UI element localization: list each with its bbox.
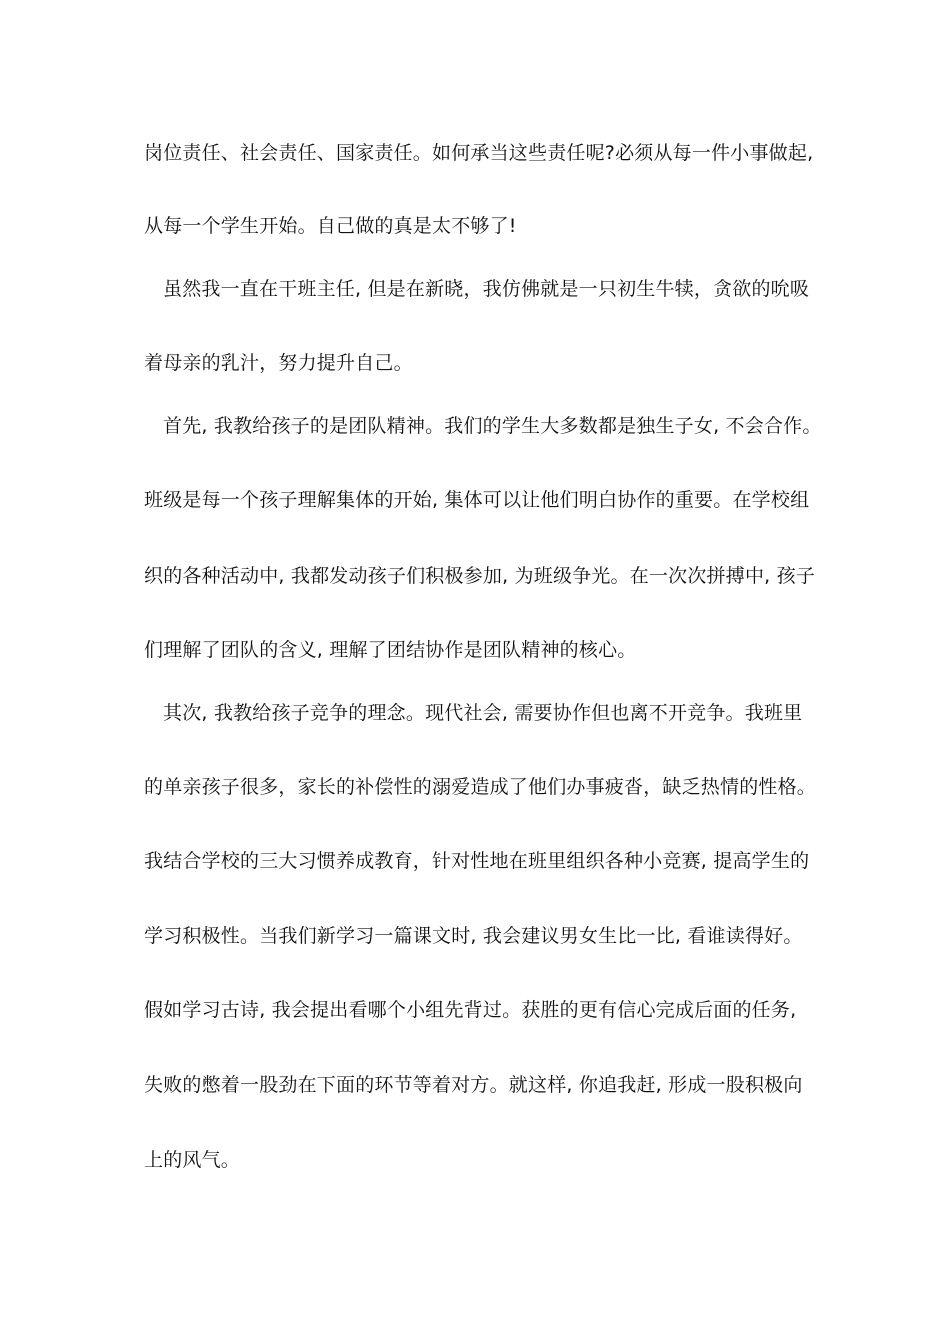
text-line: 着母亲的乳汁，努力提升自己。 bbox=[144, 352, 413, 374]
text-line: 岗位责任、社会责任、国家责任。如何承当这些责任呢?必须从每一件小事做起, bbox=[144, 142, 814, 164]
paragraph-first-line: 虽然我一直在干班主任, 但是在新晓，我仿佛就是一只初生牛犊，贪欲的吮吸 bbox=[163, 278, 810, 300]
text-line: 我结合学校的三大习惯养成教育，针对性地在班里组织各种小竞赛, 提高学生的 bbox=[144, 850, 810, 872]
text-line: 班级是每一个孩子理解集体的开始, 集体可以让他们明白协作的重要。在学校组 bbox=[144, 489, 810, 511]
text-line: 织的各种活动中, 我都发动孩子们积极参加, 为班级争光。在一次次拼搏中, 孩子 bbox=[144, 565, 816, 587]
paragraph-first-line: 其次, 我教给孩子竞争的理念。现代社会, 需要协作但也离不开竞争。我班里 bbox=[163, 702, 803, 724]
text-line: 从每一个学生开始。自己做的真是太不够了! bbox=[144, 215, 517, 237]
text-line: 们理解了团队的含义, 理解了团结协作是团队精神的核心。 bbox=[144, 639, 637, 661]
text-line: 学习积极性。当我们新学习一篇课文时, 我会建议男女生比一比, 看谁读得好。 bbox=[144, 925, 803, 947]
text-line: 上的风气。 bbox=[144, 1149, 241, 1171]
paragraph-first-line: 首先, 我教给孩子的是团队精神。我们的学生大多数都是独生子女, 不会合作。 bbox=[163, 415, 822, 437]
text-line: 假如学习古诗, 我会提出看哪个小组先背过。获胜的更有信心完成后面的任务, bbox=[144, 999, 797, 1021]
text-line: 失败的憋着一股劲在下面的环节等着对方。就这样, 你追我赶, 形成一股积极向 bbox=[144, 1074, 803, 1096]
text-line: 的单亲孩子很多，家长的补偿性的溺爱造成了他们办事疲沓，缺乏热情的性格。 bbox=[144, 776, 817, 798]
